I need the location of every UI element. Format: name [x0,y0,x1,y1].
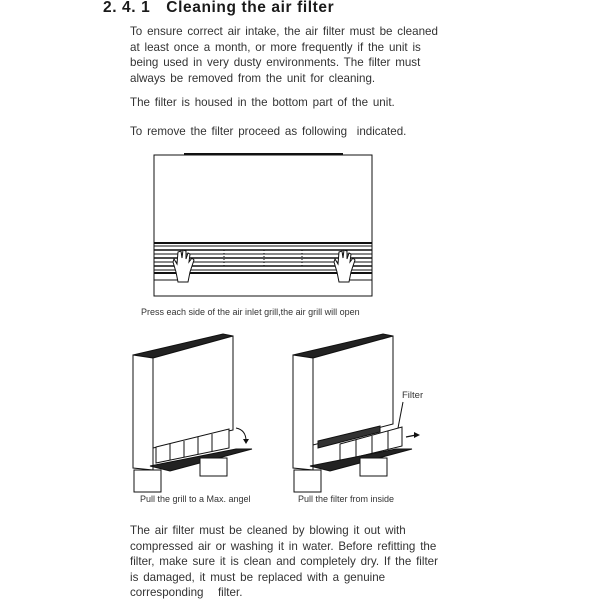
section-title: Cleaning the air filter [166,0,335,16]
text-line: To remove the filter proceed as following indicated. [130,125,407,138]
text-line: at least once a month, or more frequently if the unit is [130,40,421,54]
text-line: To ensure correct air intake, the air filter must be cleaned [130,25,438,38]
text-line: The filter is housed in the bottom part of the unit. [130,96,395,109]
closing-paragraph [130,523,438,601]
section-number: 2. 4. 1 [103,0,151,16]
text-line: is damaged, it must be replaced with a genuine [130,570,386,584]
text-line: compressed air or washing it in water. Before refitting the [130,539,437,553]
text-line: corresponding filter. [130,586,243,600]
filter-leader-line [398,402,403,428]
text-line: filter, make sure it is clean and completely dry. If the filter [130,555,438,569]
filter-caption: Pull the filter from inside [298,494,395,504]
text-line: being used in very dusty environments. The filter must [130,56,421,70]
front-view-caption: Press each side of the air inlet grill,the air grill will open [141,307,360,317]
text-line: always be removed from the unit for cleaning. [130,71,376,85]
text-line: The air filter must be cleaned by blowing it out with [130,524,406,537]
filter-label: Filter [402,390,424,401]
grill-caption: Pull the grill to a Max. angel [140,494,251,504]
